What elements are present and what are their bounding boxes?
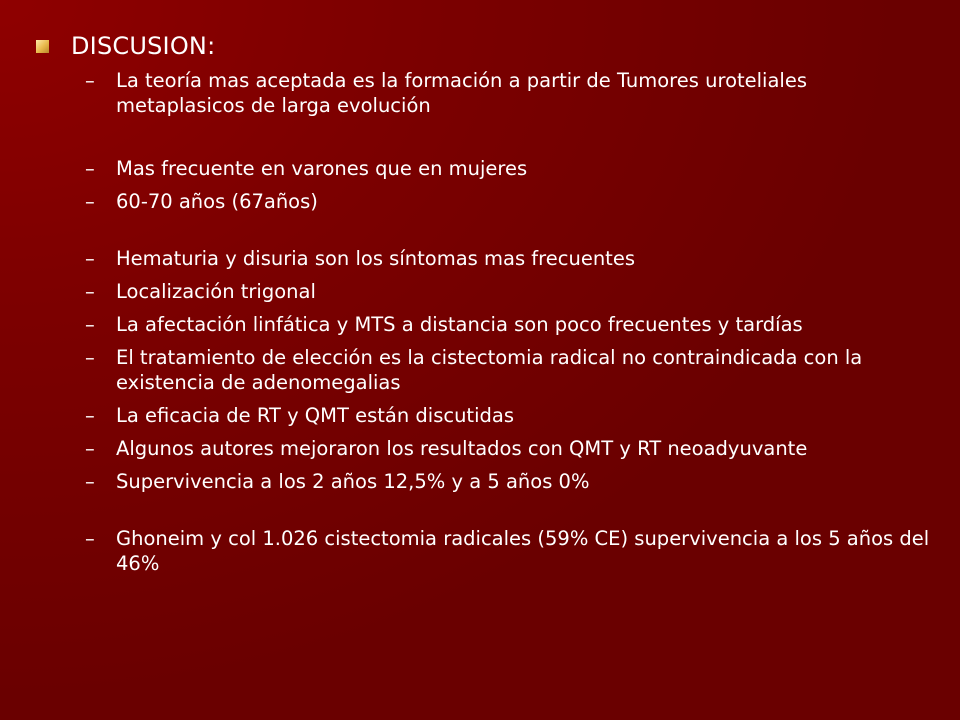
list-item-text: Ghoneim y col 1.026 cistectomia radicales (59% CE) supervivencia a los 5 años del 46% — [116, 527, 930, 575]
list-item-text: La eficacia de RT y QMT están discutidas — [116, 404, 514, 427]
dash-bullet: – — [85, 157, 95, 180]
list-item — [36, 312, 936, 337]
dash-bullet: – — [85, 313, 95, 336]
list-item-text: La afectación linfática y MTS a distancia son poco frecuentes y tardías — [116, 313, 803, 336]
list-item-text: 60-70 años (67años) — [116, 190, 318, 213]
dash-bullet: – — [85, 346, 95, 369]
list-item-text: Hematuria y disuria son los síntomas mas frecuentes — [116, 247, 635, 270]
dash-bullet: – — [85, 280, 95, 303]
list-item — [36, 279, 936, 304]
list-item — [36, 156, 936, 181]
list-item — [36, 345, 936, 395]
list-item-text: El tratamiento de elección es la cistectomia radical no contraindicada con la existencia de adenomegalias — [116, 346, 863, 394]
dash-bullet: – — [85, 247, 95, 270]
dash-bullet: – — [85, 190, 95, 213]
list-item-text: Localización trigonal — [116, 280, 316, 303]
list-item — [36, 436, 936, 461]
dash-bullet: – — [85, 404, 95, 427]
list-item-text: Algunos autores mejoraron los resultados con QMT y RT neoadyuvante — [116, 437, 808, 460]
dash-bullet: – — [85, 437, 95, 460]
slide-heading: DISCUSION: — [71, 32, 216, 60]
list-item — [36, 403, 936, 428]
bullet-list — [36, 68, 936, 576]
list-item-text: Supervivencia a los 2 años 12,5% y a 5 años 0% — [116, 470, 590, 493]
list-item — [36, 189, 936, 214]
dash-bullet: – — [85, 527, 95, 550]
list-item-text: La teoría mas aceptada es la formación a partir de Tumores uroteliales metaplasicos de larga evolución — [116, 69, 808, 117]
slide-content — [36, 26, 936, 576]
square-bullet-icon — [36, 40, 49, 53]
list-item — [36, 526, 936, 576]
dash-bullet: – — [85, 470, 95, 493]
list-item — [36, 246, 936, 271]
dash-bullet: – — [85, 69, 95, 92]
list-item — [36, 68, 936, 118]
heading-row — [36, 26, 936, 66]
list-item — [36, 469, 936, 494]
list-item-text: Mas frecuente en varones que en mujeres — [116, 157, 528, 180]
